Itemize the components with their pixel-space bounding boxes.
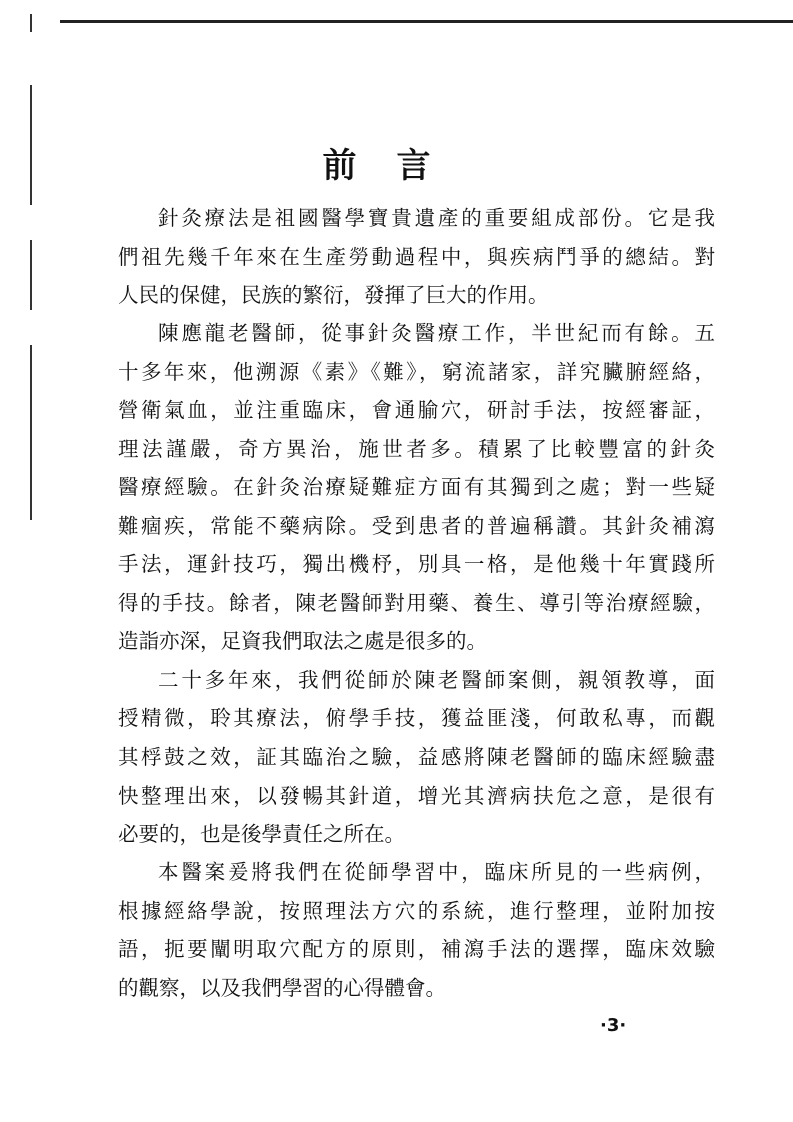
paragraph-2-line: 十多年來，他溯源《素》《難》，窮流諸家，詳究臟腑經絡， [118, 360, 715, 384]
paragraph-2-line: 手法，運針技巧，獨出機杼，別具一格，是他幾十年實踐所 [118, 552, 715, 576]
paragraph-4-line: 本醫案爰將我們在從師學習中，臨床所見的一些病例， [158, 860, 715, 884]
paragraph-3-line: 必要的，也是後學責任之所在。 [118, 822, 405, 846]
paragraph-2-line: 陳應龍老醫師，從事針灸醫療工作，半世紀而有餘。五 [158, 321, 715, 345]
paragraph-2-line: 理法謹嚴，奇方異治，施世者多。積累了比較豐富的針灸 [118, 437, 715, 461]
paragraph-1-line: 針灸療法是祖國醫學寶貴遺產的重要組成部份。它是我 [158, 206, 715, 230]
paragraph-3-line: 快整理出來，以發暢其針道，增光其濟病扶危之意，是很有 [118, 784, 715, 808]
paragraph-3-line: 授精微，聆其療法，俯學手技，獲益匪淺，何敢私專，而觀 [118, 706, 715, 730]
page-title: 前言 [322, 146, 471, 186]
page-edge-mark [30, 345, 32, 520]
paragraph-3-line: 二十多年來，我們從師於陳老醫師案側，親領教導，面 [158, 668, 715, 692]
paragraph-3-line: 其桴鼓之效，証其臨治之驗，益感將陳老醫師的臨床經驗盡 [118, 745, 715, 769]
paragraph-1-line: 人民的保健，民族的繁衍，發揮了巨大的作用。 [118, 283, 549, 307]
paragraph-2-line: 醫療經驗。在針灸治療疑難症方面有其獨到之處；對一些疑 [118, 475, 715, 499]
page-number: ·3· [600, 1015, 627, 1036]
paragraph-2-line: 造詣亦深，足資我們取法之處是很多的。 [118, 629, 487, 653]
paragraph-1-line: 們祖先幾千年來在生產勞動過程中，與疾病鬥爭的總結。對 [118, 245, 715, 269]
paragraph-4-line: 根據經絡學說，按照理法方穴的系統，進行整理，並附加按 [118, 899, 715, 923]
top-rule [60, 20, 793, 23]
page-edge-mark [30, 14, 32, 32]
paragraph-2-line: 難痼疾，常能不藥病除。受到患者的普遍稱讚。其針灸補瀉 [118, 514, 715, 538]
paragraph-4-line: 語，扼要闡明取穴配方的原則，補瀉手法的選擇，臨床效驗 [118, 937, 715, 961]
paragraph-2-line: 得的手技。餘者，陳老醫師對用藥、養生、導引等治療經驗， [118, 591, 715, 615]
page-edge-mark [30, 240, 32, 310]
paragraph-4-line: 的觀察，以及我們學習的心得體會。 [118, 976, 446, 1000]
paragraph-2-line: 營衛氣血，並注重臨床，會通腧穴，研討手法，按經審証， [118, 398, 715, 422]
